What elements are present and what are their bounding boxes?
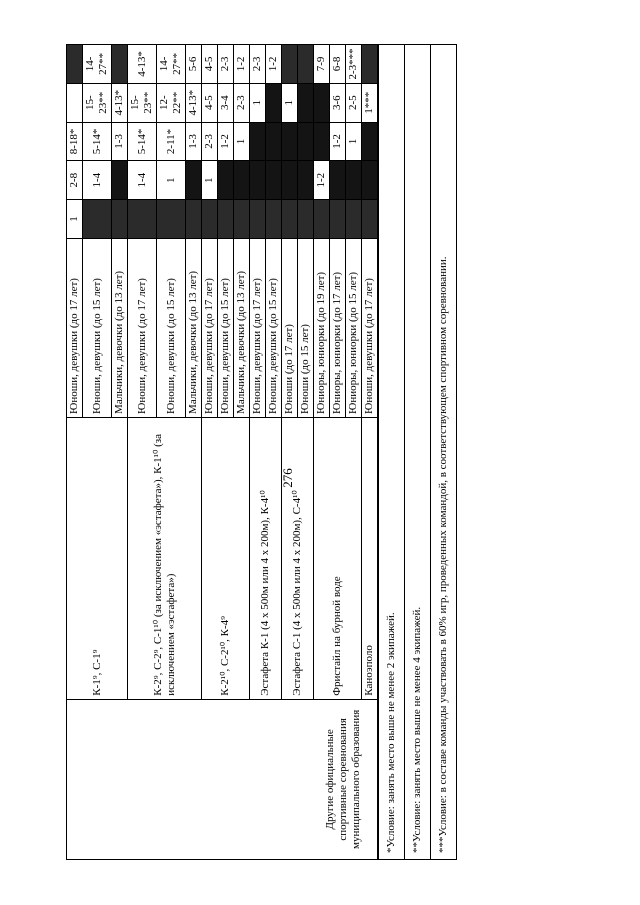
age-group-cell: Юниоры, юниорки (до 15 лет) (346, 238, 362, 417)
rank-cell (186, 200, 202, 239)
rank-cell (83, 200, 112, 239)
age-group-cell: Юноши, девушки (до 17 лет) (202, 238, 218, 417)
rank-cell: 8-18* (67, 122, 83, 161)
rank-cell (234, 161, 250, 200)
rank-cell (266, 122, 282, 161)
rank-cell (266, 83, 282, 122)
rank-cell-last: 4-13* (128, 45, 157, 84)
rank-cell: 1 (67, 200, 83, 239)
rank-cell: 1 (282, 83, 298, 122)
age-group-cell: Юноши, девушки (до 15 лет) (157, 238, 186, 417)
rank-cell: 1-2 (218, 122, 234, 161)
age-group-cell: Юноши (до 17 лет) (282, 238, 298, 417)
rank-cell-last: 2-3*** (346, 45, 362, 84)
rank-cell-last: 4-5 (202, 45, 218, 84)
rank-cell-last: 2-3 (250, 45, 266, 84)
rank-cell: 4-5 (202, 83, 218, 122)
rank-cell (314, 200, 330, 239)
rank-cell-last: 7-9 (314, 45, 330, 84)
sport-rank-table (66, 44, 378, 860)
rank-cell: 12-22** (157, 83, 186, 122)
rank-cell: 1 (234, 122, 250, 161)
age-group-cell: Мальчики, девочки (до 13 лет) (234, 238, 250, 417)
rank-cell: 2-5 (346, 83, 362, 122)
rank-cell: 2-11* (157, 122, 186, 161)
age-group-cell: Мальчики, девочки (до 13 лет) (112, 238, 128, 417)
table-row (67, 45, 83, 860)
rank-cell (330, 161, 346, 200)
rank-cell (298, 122, 314, 161)
rank-cell-last: 1-2 (234, 45, 250, 84)
rank-cell-last (362, 45, 378, 84)
age-group-cell: Юноши, девушки (до 17 лет) (128, 238, 157, 417)
rank-cell (298, 161, 314, 200)
age-group-cell: Юниоры, юниорки (до 17 лет) (330, 238, 346, 417)
rank-cell: 1-3 (186, 122, 202, 161)
rank-cell: 4-13* (186, 83, 202, 122)
rank-cell: 2-3 (202, 122, 218, 161)
discipline-cell: К-2¹⁰, С-2¹⁰, К-4⁹ (202, 417, 250, 699)
rank-cell (218, 161, 234, 200)
rank-cell (250, 161, 266, 200)
rotated-table-page (66, 44, 449, 860)
rank-cell-last: 1-2 (266, 45, 282, 84)
rank-cell: 1 (250, 83, 266, 122)
rank-cell: 2-3 (234, 83, 250, 122)
rank-cell (362, 161, 378, 200)
age-group-cell: Юноши, девушки (до 17 лет) (362, 238, 378, 417)
rank-cell: 5-14* (83, 122, 112, 161)
rank-cell (186, 161, 202, 200)
rank-cell: 1-4 (128, 161, 157, 200)
rank-cell: 1*** (362, 83, 378, 122)
rank-cell (202, 200, 218, 239)
rank-cell-last (282, 45, 298, 84)
rank-cell-last (67, 45, 83, 84)
age-group-cell: Юноши (до 15 лет) (298, 238, 314, 417)
discipline-cell: Эстафета К-1 (4 х 500м или 4 х 200м), К-4¹⁰ (250, 417, 282, 699)
rank-cell (250, 200, 266, 239)
category-cell: Другие официальные спортивные соревнования муниципального образования (67, 699, 378, 859)
rank-cell: 2-8 (67, 161, 83, 200)
rank-cell-last: 14-27** (83, 45, 112, 84)
rank-cell (298, 200, 314, 239)
discipline-cell: К-1⁹, С-1⁹ (67, 417, 128, 699)
rank-cell: 1-4 (83, 161, 112, 200)
rank-cell (67, 83, 83, 122)
rank-cell (282, 200, 298, 239)
rank-cell (266, 161, 282, 200)
rank-cell: 1-3 (112, 122, 128, 161)
age-group-cell: Юноши, девушки (до 17 лет) (250, 238, 266, 417)
rank-cell: 15-23** (128, 83, 157, 122)
rank-cell (112, 200, 128, 239)
rank-cell (157, 200, 186, 239)
rank-cell-last (112, 45, 128, 84)
discipline-cell: К-2⁹, С-2⁹, С-1¹⁰ (за исключением «эстафета»), К-1¹⁰ (за исключением «эстафета») (128, 417, 202, 699)
footnotes-table (378, 44, 457, 860)
rank-cell (234, 200, 250, 239)
rank-cell-last (298, 45, 314, 84)
rank-cell (298, 83, 314, 122)
rank-cell: 1 (346, 122, 362, 161)
rank-cell (314, 83, 330, 122)
rank-cell: 1-2 (314, 161, 330, 200)
age-group-cell: Мальчики, девочки (до 13 лет) (186, 238, 202, 417)
age-group-cell: Юноши, девушки (до 17 лет) (67, 238, 83, 417)
rank-cell-last: 5-6 (186, 45, 202, 84)
rank-cell: 1 (202, 161, 218, 200)
rank-cell (282, 122, 298, 161)
rank-cell (362, 200, 378, 239)
rank-cell (282, 161, 298, 200)
rank-cell (266, 200, 282, 239)
age-group-cell: Юноши, девушки (до 15 лет) (218, 238, 234, 417)
rank-cell: 5-14* (128, 122, 157, 161)
rank-cell (128, 200, 157, 239)
rank-cell: 3-4 (218, 83, 234, 122)
rank-cell: 3-6 (330, 83, 346, 122)
age-group-cell: Юниоры, юниорки (до 19 лет) (314, 238, 330, 417)
rank-cell (314, 122, 330, 161)
rank-cell (362, 122, 378, 161)
rank-cell: 4-13* (112, 83, 128, 122)
rank-cell (346, 200, 362, 239)
rank-cell (346, 161, 362, 200)
rank-cell (218, 200, 234, 239)
discipline-cell: Фристайл на бурной воде (314, 417, 362, 699)
footnote-1: *Условие: занять место выше не менее 2 экипажей. (379, 45, 405, 860)
rank-cell-last: 6-8 (330, 45, 346, 84)
rank-cell: 15-23** (83, 83, 112, 122)
age-group-cell: Юноши, девушки (до 15 лет) (83, 238, 112, 417)
age-group-cell: Юноши, девушки (до 15 лет) (266, 238, 282, 417)
rank-cell-last: 14-27** (157, 45, 186, 84)
discipline-cell: Каноэполо (362, 417, 378, 699)
discipline-cell: Эстафета С-1 (4 х 500м или 4 х 200м), С-4¹⁰ (282, 417, 314, 699)
rank-cell (112, 161, 128, 200)
rank-cell-last: 2-3 (218, 45, 234, 84)
footnote-2: **Условие: занять место выше не менее 4 экипажей. (405, 45, 431, 860)
rank-cell: 1 (157, 161, 186, 200)
rank-cell: 1-2 (330, 122, 346, 161)
footnote-3: ***Условие: в составе команды участвовать в 60% игр, проведенных командой, в соответствующем спортивном соревновании. (431, 45, 457, 860)
page-number: 276 (280, 468, 295, 488)
rank-cell (330, 200, 346, 239)
rank-cell (250, 122, 266, 161)
